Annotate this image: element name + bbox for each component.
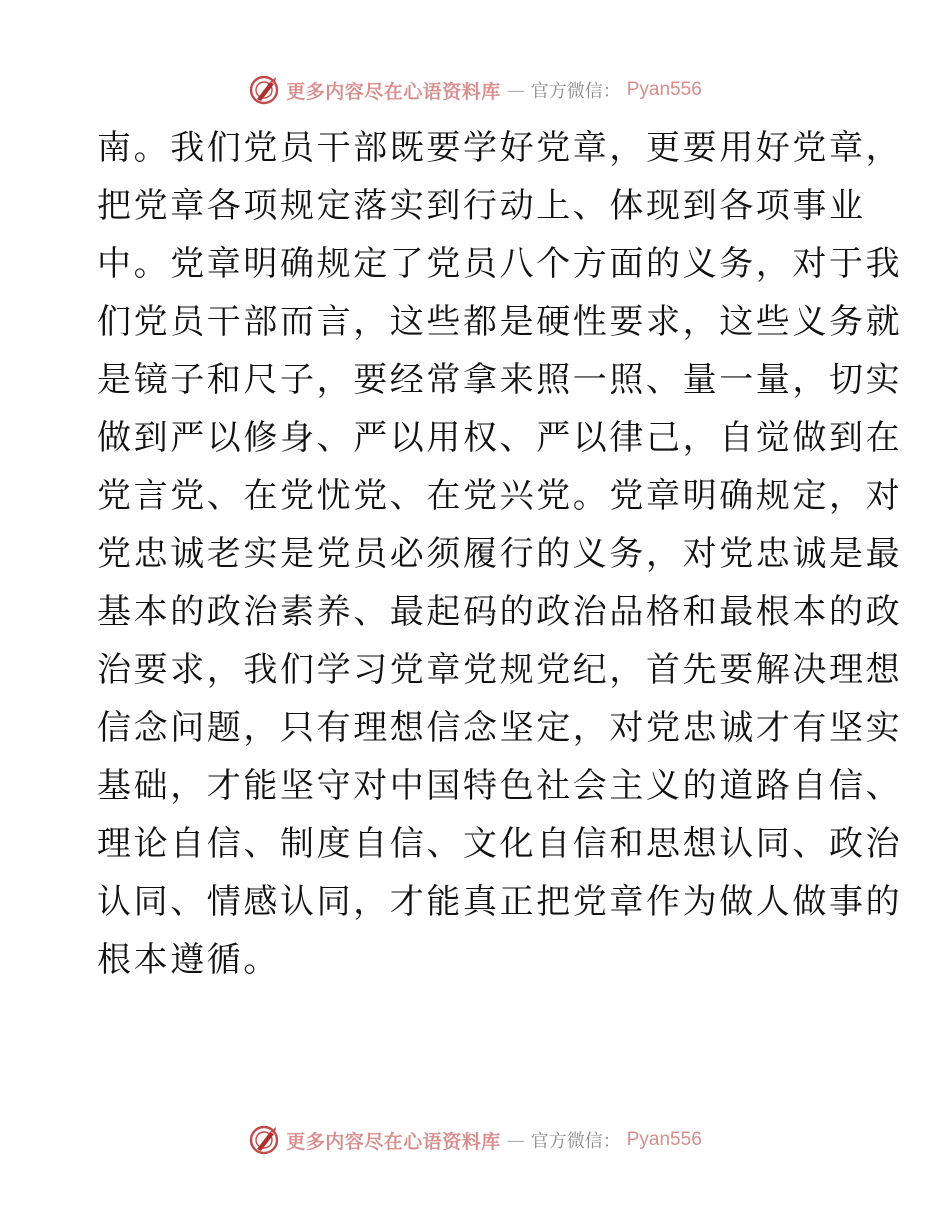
header-banner-text: 更多内容尽在心语资料库 xyxy=(286,80,501,103)
header-separator: — xyxy=(506,79,525,101)
body-line: 是镜子和尺子，要经常拿来照一照、量一量，切实 xyxy=(97,360,903,400)
header-banner xyxy=(0,73,950,107)
body-line: 们党员干部而言，这些都是硬性要求，这些义务就 xyxy=(97,302,903,342)
body-line: 党忠诚老实是党员必须履行的义务，对党忠诚是最 xyxy=(97,534,903,574)
body-line: 治要求，我们学习党章党规党纪，首先要解决理想 xyxy=(97,650,903,690)
footer-banner xyxy=(0,1123,950,1157)
body-line: 南。我们党员干部既要学好党章，更要用好党章， xyxy=(97,128,903,168)
footer-separator: — xyxy=(506,1129,525,1151)
document-body xyxy=(97,119,903,989)
body-line: 认同、情感认同，才能真正把党章作为做人做事的 xyxy=(97,882,903,922)
body-line: 党言党、在党忧党、在党兴党。党章明确规定，对 xyxy=(97,476,903,516)
footer-wechat-id: Pyan556 xyxy=(626,1129,702,1150)
body-line: 把党章各项规定落实到行动上、体现到各项事业 xyxy=(97,186,866,226)
body-line: 中。党章明确规定了党员八个方面的义务，对于我 xyxy=(97,244,903,284)
quill-pen-logo-icon xyxy=(248,1124,280,1156)
body-line: 基础，才能坚守对中国特色社会主义的道路自信、 xyxy=(97,766,903,806)
body-line: 做到严以修身、严以用权、严以律己，自觉做到在 xyxy=(97,418,903,458)
header-contact-label: 官方微信： xyxy=(530,81,621,102)
header-wechat-id: Pyan556 xyxy=(626,79,702,100)
quill-pen-logo-icon xyxy=(248,74,280,106)
body-line: 基本的政治素养、最起码的政治品格和最根本的政 xyxy=(97,592,903,632)
body-line: 理论自信、制度自信、文化自信和思想认同、政治 xyxy=(97,824,903,864)
body-line: 信念问题，只有理想信念坚定，对党忠诚才有坚实 xyxy=(97,708,903,748)
footer-banner-text: 更多内容尽在心语资料库 xyxy=(286,1130,501,1153)
footer-contact-label: 官方微信： xyxy=(530,1131,621,1152)
body-line: 根本遵循。 xyxy=(97,940,280,980)
